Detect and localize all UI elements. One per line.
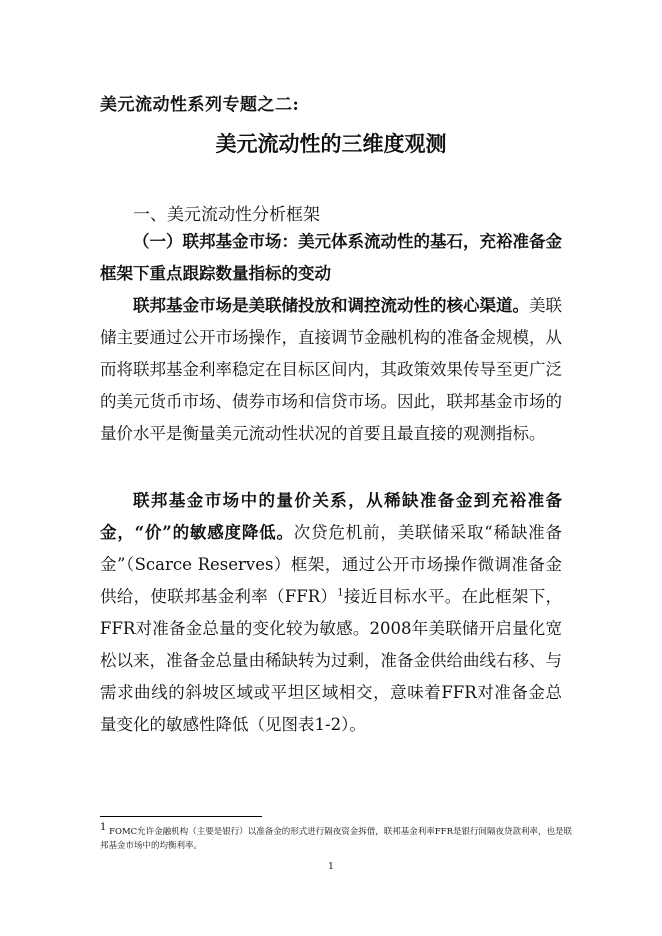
paragraph-2 (100, 485, 562, 741)
page-title: 美元流动性的三维度观测 (215, 132, 447, 156)
footnote (100, 822, 573, 853)
footnote-text: FOMC允许金融机构（主要是银行）以准备金的形式进行隔夜资金拆借，联邦基金利率FFR是银行间隔夜贷款利率，也是联邦基金市场中的均衡利率。 (100, 827, 573, 851)
page-number: 1 (328, 862, 334, 872)
paragraph-2-text-before-ref: 次贷危机前，美联储采取“稀缺准备金”（Scarce Reserves）框架，通过公开市场操作微调准备金供给，使联邦基金利率（FFR） (100, 523, 562, 606)
series-title: 美元流动性系列专题之二: (100, 95, 300, 115)
paragraph-1-lead: 联邦基金市场是美联储投放和调控流动性的核心渠道。 (133, 296, 529, 315)
footnote-reference[interactable]: 1 (337, 587, 344, 599)
footnote-divider (100, 816, 262, 817)
subsection-heading: （一）联邦基金市场：美元体系流动性的基石，充裕准备金框架下重点跟踪数量指标的变动 (100, 232, 562, 283)
paragraph-1 (100, 290, 562, 450)
paragraph-2-text-after-ref: 接近目标水平。在此框架下，FFR对准备金总量的变化较为敏感。2008年美联储开启量化宽松以来，准备金总量由稀缺转为过剩，准备金供给曲线右移、与需求曲线的斜坡区域或平坦区域相交，意味着FFR对准备金总量变化的敏感性降低（见图表1-2）。 (100, 587, 562, 734)
paragraph-1-text: 美联储主要通过公开市场操作，直接调节金融机构的准备金规模，从而将联邦基金利率稳定在目标区间内，其政策效果传导至更广泛的美元货币市场、债券市场和信贷市场。因此，联邦基金市场的量价水平是衡量美元流动性状况的首要且最直接的观测指标。 (100, 296, 562, 443)
paragraph-2-lead: 联邦基金市场中的量价关系，从稀缺准备金到充裕准备金，“价”的敏感度降低。 (100, 491, 562, 542)
footnote-marker: 1 (100, 822, 107, 834)
section-heading: 一、美元流动性分析框架 (133, 205, 320, 225)
